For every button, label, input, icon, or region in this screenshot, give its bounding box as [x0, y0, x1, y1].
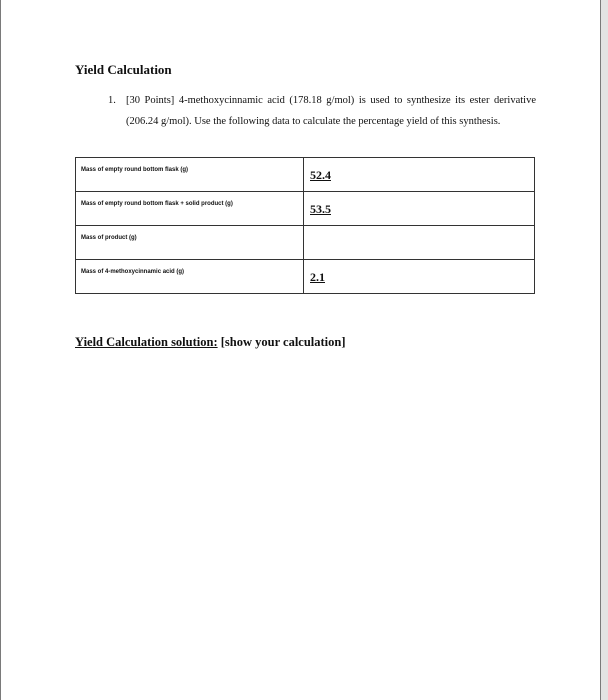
- row-value-acid-mass: 2.1: [304, 260, 535, 294]
- row-value-empty-flask: 52.4: [304, 158, 535, 192]
- question-1: [108, 90, 536, 132]
- data-table: [75, 157, 535, 294]
- table-row: [76, 226, 535, 260]
- row-label-acid-mass: Mass of 4-methoxycinnamic acid (g): [76, 260, 304, 294]
- row-label-product-mass: Mass of product (g): [76, 226, 304, 260]
- table-row: [76, 260, 535, 294]
- section-heading: Yield Calculation: [75, 62, 172, 77]
- row-value-product-mass: [304, 226, 535, 260]
- question-number: 1.: [108, 95, 116, 106]
- table-row: [76, 158, 535, 192]
- solution-heading: [75, 335, 346, 350]
- solution-title: Yield Calculation solution:: [75, 335, 218, 349]
- page-edge: [601, 0, 608, 700]
- row-label-flask-plus-product: Mass of empty round bottom flask + solid product (g): [76, 192, 304, 226]
- table-row: [76, 192, 535, 226]
- row-value-flask-plus-product: 53.5: [304, 192, 535, 226]
- row-label-empty-flask: Mass of empty round bottom flask (g): [76, 158, 304, 192]
- solution-note: [show your calculation]: [217, 335, 346, 349]
- question-text: [30 Points] 4-methoxycinnamic acid (178.18 g/mol) is used to synthesize its ester derivative (206.24 g/mol). Use the following data to calculate the percentage yield of this synthesis.: [126, 95, 536, 127]
